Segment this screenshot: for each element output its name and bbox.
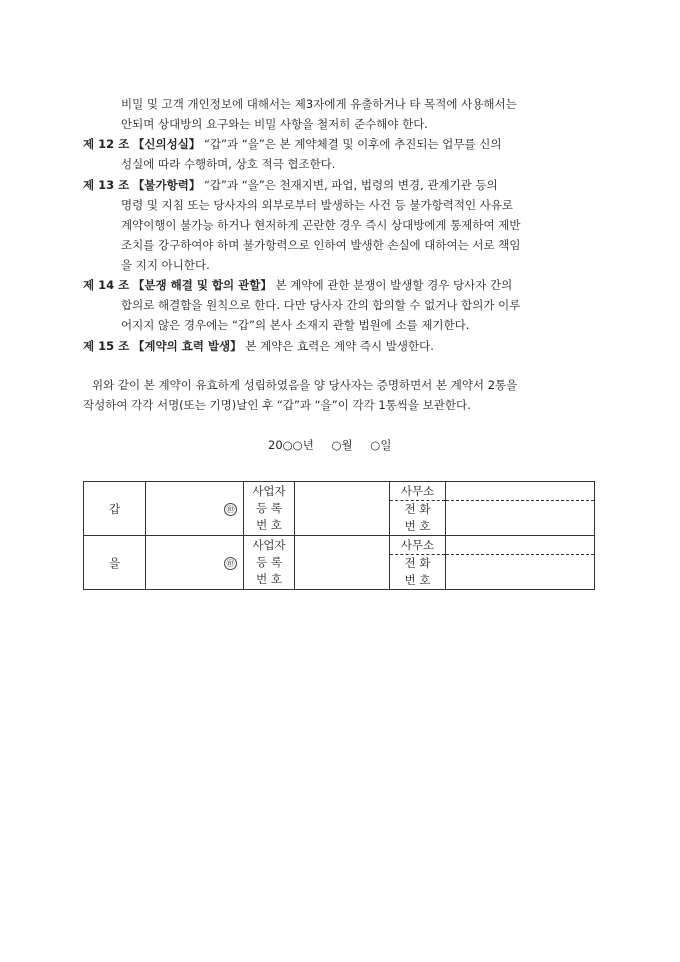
article-13-number: 제 13 조 bbox=[83, 178, 130, 192]
reg-label-2: 등 록 bbox=[256, 501, 282, 515]
seal-icon: ㊞ bbox=[224, 557, 237, 570]
closing-line-1: 위와 같이 본 계약이 유효하게 성립하였음을 양 당사자는 증명하면서 본 계약서 2통을 bbox=[92, 378, 518, 392]
office-label-2: 전 화 bbox=[404, 501, 431, 516]
reg-label-3: 번 호 bbox=[256, 518, 282, 532]
business-reg-label bbox=[244, 536, 295, 590]
article-11-line-1: 비밀 및 고객 개인정보에 대해서는 제3자에게 유출하거나 타 목적에 사용해서는 bbox=[121, 97, 517, 111]
office-value-gap[interactable] bbox=[446, 482, 595, 536]
office-phone-field[interactable] bbox=[446, 555, 594, 572]
article-13-line-5: 을 지지 아니한다. bbox=[121, 258, 210, 272]
contract-date bbox=[268, 437, 405, 453]
article-11-line-2: 안되며 상대방의 요구와는 비밀 사항을 철저히 준수해야 한다. bbox=[121, 117, 428, 131]
article-14-number: 제 14 조 bbox=[83, 278, 130, 292]
seal-icon: ㊞ bbox=[224, 503, 237, 516]
article-15 bbox=[83, 338, 434, 354]
reg-label-3: 번 호 bbox=[256, 572, 282, 586]
office-label-3: 번 호 bbox=[404, 572, 431, 587]
date-month: ○월 bbox=[331, 438, 353, 452]
article-13 bbox=[83, 177, 498, 193]
article-14-line-2: 합의로 해결함을 원칙으로 한다. 다만 당사자 간의 합의할 수 없거나 합의가 이루 bbox=[121, 298, 521, 312]
article-14 bbox=[83, 277, 512, 293]
office-label-1: 사무소 bbox=[390, 537, 445, 555]
signature-row-gap bbox=[84, 482, 595, 536]
article-14-title: 【분쟁 해결 및 합의 관할】 bbox=[132, 278, 272, 292]
office-address-field[interactable] bbox=[446, 483, 594, 501]
reg-label-2: 등 록 bbox=[256, 555, 282, 569]
article-14-line-3: 어지지 않은 경우에는 “갑”의 본사 소재지 관할 법원에 소를 제기한다. bbox=[121, 318, 470, 332]
office-value-eul[interactable] bbox=[446, 536, 595, 590]
date-day: ○일 bbox=[370, 438, 392, 452]
signature-table bbox=[83, 481, 595, 590]
article-13-line-3: 계약이행이 불가능 하거나 현저하게 곤란한 경우 즉시 상대방에게 통제하여 제반 bbox=[121, 218, 521, 232]
article-12-number: 제 12 조 bbox=[83, 137, 130, 151]
date-year: 20○○년 bbox=[268, 438, 314, 452]
reg-label-1: 사업자 bbox=[252, 484, 286, 498]
article-12-line-2: 성실에 따라 수행하며, 상호 적극 협조한다. bbox=[121, 157, 336, 171]
article-12-text-1: “갑”과 “을”은 본 계약체결 및 이후에 추진되는 업무를 신의 bbox=[203, 137, 502, 151]
office-number-field[interactable] bbox=[446, 572, 594, 589]
party-name-gap: 갑 bbox=[84, 482, 146, 536]
reg-label-1: 사업자 bbox=[252, 538, 286, 552]
article-13-line-2: 명령 및 지침 또는 당사자의 외부로부터 발생하는 사건 등 불가항력적인 사유로 bbox=[121, 198, 514, 212]
office-label-1: 사무소 bbox=[390, 483, 445, 501]
office-label bbox=[390, 482, 446, 536]
article-13-title: 【불가항력】 bbox=[132, 178, 201, 192]
article-13-text-1: “갑”과 “을”은 천재지변, 파업, 법령의 변경, 관계기관 등의 bbox=[203, 178, 498, 192]
business-reg-value-eul[interactable] bbox=[295, 536, 390, 590]
article-12 bbox=[83, 136, 501, 152]
article-15-title: 【계약의 효력 발생】 bbox=[132, 339, 242, 353]
seal-mark-eul[interactable] bbox=[146, 536, 244, 590]
business-reg-label bbox=[244, 482, 295, 536]
article-14-text-1: 본 계약에 관한 분쟁이 발생할 경우 당사자 간의 bbox=[275, 278, 513, 292]
office-label-3: 번 호 bbox=[404, 518, 431, 533]
office-label-2: 전 화 bbox=[404, 555, 431, 570]
office-address-field[interactable] bbox=[446, 537, 594, 555]
article-12-title: 【신의성실】 bbox=[132, 137, 201, 151]
closing-line-2: 작성하여 각각 서명(또는 기명)날인 후 “갑”과 “을”이 각각 1통씩을 보관한다. bbox=[83, 398, 471, 412]
business-reg-value-gap[interactable] bbox=[295, 482, 390, 536]
signature-row-eul bbox=[84, 536, 595, 590]
office-phone-field[interactable] bbox=[446, 501, 594, 518]
party-name-eul: 을 bbox=[84, 536, 146, 590]
office-label bbox=[390, 536, 446, 590]
office-number-field[interactable] bbox=[446, 518, 594, 535]
article-15-number: 제 15 조 bbox=[83, 339, 130, 353]
article-15-text-1: 본 계약은 효력은 계약 즉시 발생한다. bbox=[245, 339, 434, 353]
article-13-line-4: 조치를 강구하여야 하며 불가항력으로 인하여 발생한 손실에 대하여는 서로 책임 bbox=[121, 238, 521, 252]
seal-mark-gap[interactable] bbox=[146, 482, 244, 536]
